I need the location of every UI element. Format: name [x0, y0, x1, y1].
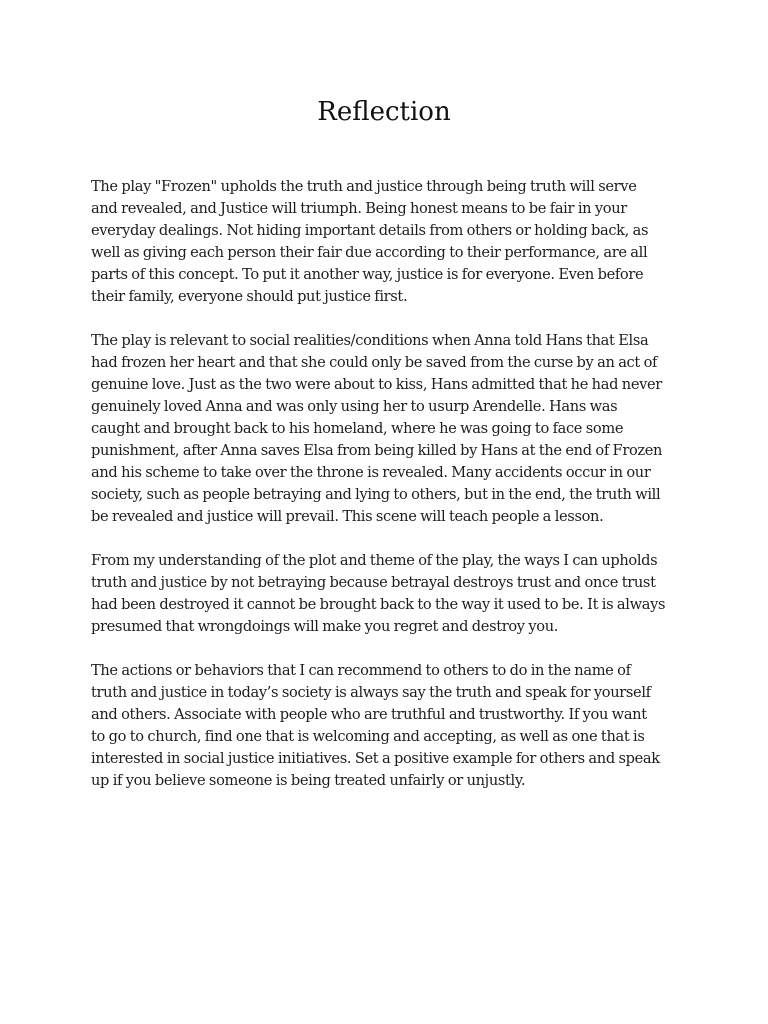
text-line: truth and justice in today’s society is always say the truth and speak for yourself	[91, 684, 651, 701]
text-line: From my understanding of the plot and theme of the play, the ways I can upholds	[91, 552, 658, 569]
text-line: their family, everyone should put justice first.	[91, 288, 408, 305]
text-line: to go to church, find one that is welcoming and accepting, as well as one that is	[91, 728, 645, 745]
text-line: had been destroyed it cannot be brought back to the way it used to be. It is always	[91, 596, 666, 613]
paragraph-1	[91, 176, 681, 308]
text-line: had frozen her heart and that she could only be saved from the curse by an act of	[91, 354, 658, 371]
text-line: and others. Associate with people who are truthful and trustworthy. If you want	[91, 706, 647, 723]
text-line: caught and brought back to his homeland, where he was going to face some	[91, 420, 624, 437]
paragraph-4	[91, 660, 681, 792]
text-line: and his scheme to take over the throne is revealed. Many accidents occur in our	[91, 464, 651, 481]
text-line: genuine love. Just as the two were about to kiss, Hans admitted that he had never	[91, 376, 662, 393]
text-line: The play "Frozen" upholds the truth and justice through being truth will serve	[91, 178, 637, 195]
paragraph-2	[91, 330, 681, 528]
document-body	[91, 176, 681, 814]
text-line: and revealed, and Justice will triumph. Being honest means to be fair in your	[91, 200, 627, 217]
text-line: well as giving each person their fair due according to their performance, are all	[91, 244, 648, 261]
paragraph-3	[91, 550, 681, 638]
text-line: The actions or behaviors that I can recommend to others to do in the name of	[91, 662, 631, 679]
text-line: everyday dealings. Not hiding important details from others or holding back, as	[91, 222, 649, 239]
text-line: be revealed and justice will prevail. This scene will teach people a lesson.	[91, 508, 604, 525]
page-title: Reflection	[317, 97, 451, 127]
text-line: The play is relevant to social realities/conditions when Anna told Hans that Elsa	[91, 332, 649, 349]
text-line: truth and justice by not betraying because betrayal destroys trust and once trust	[91, 574, 656, 591]
text-line: society, such as people betraying and lying to others, but in the end, the truth will	[91, 486, 661, 503]
text-line: up if you believe someone is being treated unfairly or unjustly.	[91, 772, 526, 789]
text-line: interested in social justice initiatives. Set a positive example for others and speak	[91, 750, 660, 767]
text-line: genuinely loved Anna and was only using her to usurp Arendelle. Hans was	[91, 398, 618, 415]
text-line: parts of this concept. To put it another way, justice is for everyone. Even before	[91, 266, 644, 283]
text-line: punishment, after Anna saves Elsa from being killed by Hans at the end of Frozen	[91, 442, 663, 459]
text-line: presumed that wrongdoings will make you regret and destroy you.	[91, 618, 559, 635]
